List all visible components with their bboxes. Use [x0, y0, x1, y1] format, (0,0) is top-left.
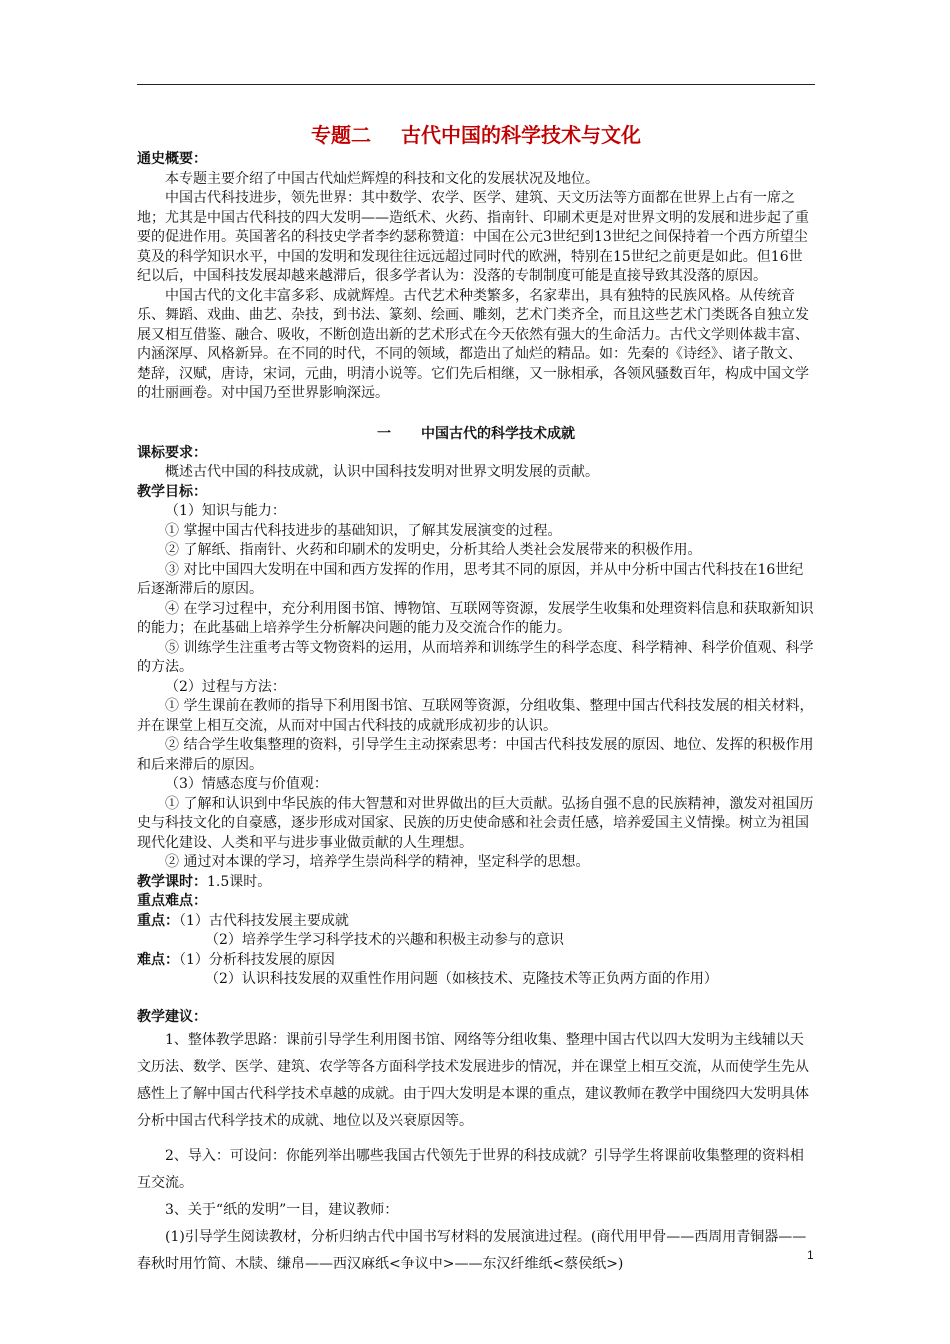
goal-knowledge-3: ③ 对比中国四大发明在中国和西方发挥的作用，思考其不同的原因，并从中分析中国古代科技在16世纪后逐渐滞后的原因。 — [137, 561, 804, 597]
goals-heading-knowledge: （1）知识与能力： — [165, 503, 286, 519]
overview-para-2: 中国古代科技进步，领先世界：其中数学、农学、医学、建筑、天文历法等方面都在世界上占有一席之地；尤其是中国古代科技的四大发明——造纸术、火药、指南针、印刷术更是对世界文明的发展和进步起了重要的促进作用。英国著名的科技史学者李约瑟称赞道：中国在公元3世纪到13世纪之间保持着一个西方所望尘莫及的科学知识水平，中国的发明和发现往往远远超过同时代的欧洲，特别在15世纪之前更是如此。但16世纪以后，中国科技发展却越来越滞后，很多学者认为：没落的专制制度可能是直接导致其没落的原因。 — [137, 190, 809, 284]
hours-label: 教学课时： — [137, 873, 207, 890]
goal-knowledge-5: ⑤ 训练学生注重考古等文物资料的运用，从而培养和训练学生的科学态度、科学精神、科学价值观、科学的方法。 — [137, 639, 814, 675]
goals-heading-emotion: （3）情感态度与价值观： — [165, 776, 328, 792]
standard-label: 课标要求： — [137, 444, 207, 461]
suggest-label: 教学建议： — [137, 1008, 207, 1025]
goal-emotion-2: ② 通过对本课的学习，培养学生崇尚科学的精神，坚定科学的思想。 — [165, 854, 590, 870]
section-heading — [137, 424, 815, 444]
keypoints-label: 重点难点： — [137, 893, 207, 909]
section-title: 中国古代的科学技术成就 — [421, 425, 575, 442]
hours-line — [137, 873, 815, 893]
page-title — [137, 120, 815, 150]
document-page — [137, 96, 815, 1278]
title-part-1: 专题二 — [311, 123, 371, 147]
goal-method-1: ① 学生课前在教师的指导下利用图书馆、互联网等资源，分组收集、整理中国古代科技发展的相关材料，并在课堂上相互交流，从而对中国古代科技的成就形成初步的认识。 — [137, 698, 814, 734]
hours-value: 1.5课时。 — [207, 873, 272, 890]
goals-heading-method: （2）过程与方法： — [165, 678, 286, 695]
key-point-2: （2）培养学生学习科学技术的兴趣和积极主动参与的意识 — [205, 932, 564, 948]
overview-para-3: 中国古代的文化丰富多彩、成就辉煌。古代艺术种类繁多，名家辈出，具有独特的民族风格。从传统音乐、舞蹈、戏曲、曲艺、杂技，到书法、篆刻、绘画、雕刻，艺术门类齐全，而且这些艺术门类既各自独立发展又相互借鉴、融合、吸收，不断创造出新的艺术形式在今天依然有强大的生命活力。古代文学则体裁丰富、内涵深厚、风格新异。在不同的时代，不同的领域，都造出了灿烂的精品。如：先秦的《诗经》、诸子散文、楚辞，汉赋，唐诗，宋词，元曲，明清小说等。它们先后相继，又一脉相承，各领风骚数百年，构成中国文学的壮丽画卷。对中国乃至世界影响深远。 — [137, 287, 809, 401]
title-part-2: 古代中国的科学技术与文化 — [401, 123, 641, 147]
section-number: 一 — [377, 425, 391, 442]
goal-knowledge-2: ② 了解纸、指南针、火药和印刷术的发明史，分析其给人类社会发展带来的积极作用。 — [165, 542, 702, 558]
goals-label: 教学目标： — [137, 483, 207, 500]
key-label: 重点： — [137, 912, 179, 929]
difficulty-label: 难点： — [137, 951, 179, 968]
page-number: 1 — [807, 1248, 814, 1262]
header-rule — [137, 84, 815, 85]
keypoint-line-1 — [137, 912, 815, 932]
suggest-para-3: 3、关于“纸的发明”一目，建议教师： — [165, 1202, 399, 1218]
overview-para-1: 本专题主要介绍了中国古代灿烂辉煌的科技和文化的发展状况及地位。 — [165, 170, 599, 187]
suggest-para-1: 1、整体教学思路：课前引导学生利用图书馆、网络等分组收集、整理中国古代以四大发明为主线辅以天文历法、数学、医学、建筑、农学等各方面科学技术发展进步的情况，并在课堂上相互交流，从而使学生先从感性上了解中国古代科学技术卓越的成就。由于四大发明是本课的重点，建议教师在教学中围绕四大发明具体分析中国古代科学技术的成就、地位以及兴衰原因等。 — [137, 1032, 809, 1129]
goal-emotion-1: ① 了解和认识到中华民族的伟大智慧和对世界做出的巨大贡献。弘扬自强不息的民族精神，激发对祖国历史与科技文化的自豪感，逐步形成对国家、民族的历史使命感和社会责任感，培养爱国主义情操。树立为祖国现代化建设、人类和平与进步事业做贡献的人生理想。 — [137, 795, 814, 851]
difficulty-1: （1）分析科技发展的原因 — [179, 951, 335, 968]
suggest-para-2: 2、导入：可设问：你能列举出哪些我国古代领先于世界的科技成就？引导学生将课前收集整理的资料相互交流。 — [137, 1148, 804, 1191]
difficulty-line-1 — [137, 951, 815, 971]
goal-knowledge-4: ④ 在学习过程中，充分利用图书馆、博物馆、互联网等资源，发展学生收集和处理资料信息和获取新知识的能力；在此基础上培养学生分析解决问题的能力及交流合作的能力。 — [137, 600, 814, 636]
standard-text: 概述古代中国的科技成就，认识中国科技发明对世界文明发展的贡献。 — [165, 464, 599, 480]
suggest-para-4: (1)引导学生阅读教材，分析归纳古代中国书写材料的发展演进过程。(商代用甲骨——西周用青铜器——春秋时用竹简、木牍、缣帛——西汉麻纸<争议中>——东汉纤维纸<蔡侯纸>) — [137, 1229, 807, 1272]
goal-method-2: ② 结合学生收集整理的资料，引导学生主动探索思考：中国古代科技发展的原因、地位、发挥的积极作用和后来滞后的原因。 — [137, 737, 814, 773]
key-point-1: （1）古代科技发展主要成就 — [179, 912, 349, 929]
overview-label: 通史概要： — [137, 151, 207, 167]
goal-knowledge-1: ① 掌握中国古代科技进步的基础知识，了解其发展演变的过程。 — [165, 522, 562, 539]
difficulty-2: （2）认识科技发展的双重性作用问题（如核技术、克隆技术等正负两方面的作用） — [205, 971, 718, 987]
